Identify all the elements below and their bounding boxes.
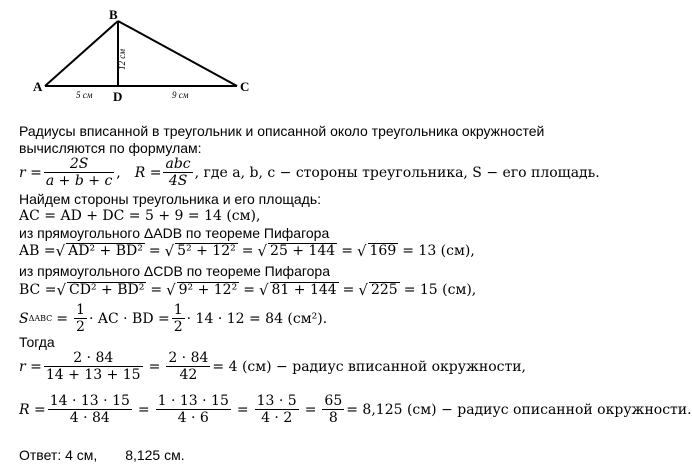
formula-line: r = $\frac{2S}{a + b + c}$ , R = $\frac{\text{abc}}{4S}$ , где a, b, c − стороны треугольника, S − его площадь. (19, 156, 600, 189)
side-bc (118, 21, 237, 86)
ab-radical-3: 25 + 144 (270, 243, 336, 259)
triangle-diagram (0, 0, 600, 110)
intro-line-2: вычисляются по формулам: (19, 140, 202, 156)
bc-radical-2: 9² + 12² (178, 282, 238, 298)
r-fraction-2 (166, 350, 210, 383)
vertex-a: A (33, 79, 43, 94)
bc-equation: BC = √ CD² + BD² = √ 9² + 12² = √ 81 + 144 = √ 225 = 15 (см), (19, 281, 477, 299)
R-denominator-3: 4 · 2 (255, 409, 299, 426)
bc-eq-3: = (342, 282, 355, 298)
answer-first: Ответ: 4 см, (19, 447, 98, 463)
R-numerator-2: 1 · 13 · 15 (157, 393, 229, 409)
dc-label: 9 см (172, 90, 189, 100)
vertex-b: B (109, 7, 118, 22)
find-sides: Найдем стороны треугольника и его площадь: (19, 191, 322, 207)
r-lhs: r = (19, 358, 42, 375)
from-adb: из прямоугольного ΔADB по теореме Пифагора (19, 225, 330, 241)
area-symbol: S (19, 310, 29, 327)
bc-radical-3: 81 + 144 (271, 282, 337, 298)
r-fraction-1 (44, 350, 143, 383)
bc-result: = 15 (см), (403, 282, 477, 298)
ab-result: = 13 (см), (402, 243, 475, 259)
answer-second: 8,125 см. (125, 447, 185, 463)
R-numerator-3: 13 · 5 (256, 393, 297, 409)
half-denominator-1: 2 (76, 319, 85, 335)
vertex-c: C (240, 79, 250, 94)
bc-lhs: BC = (19, 282, 57, 298)
R-eq-2: = (236, 401, 249, 418)
formula-r-numerator: 2S (69, 156, 89, 172)
R-denominator-4: 8 (322, 409, 344, 426)
R-fraction-2 (156, 393, 231, 426)
formula-r-fraction (44, 156, 114, 189)
r-denominator-1: 14 + 13 + 15 (45, 367, 141, 383)
R-eq-1: = (137, 401, 150, 418)
ac-equation: AC = AD + DC = 5 + 9 = 14 (см), (19, 208, 261, 224)
r-result: = 4 (см) − радиус вписанной окружности, (212, 358, 527, 375)
R-fraction-4 (322, 393, 344, 426)
formula-r-lhs: r = (19, 164, 42, 181)
r-numerator-2: 2 · 84 (168, 350, 209, 366)
height-label: 12 см (117, 49, 127, 70)
area-half-fraction-2 (172, 302, 185, 335)
formula-r-denominator: a + b + c (45, 173, 113, 189)
ab-eq-3: = (341, 243, 353, 259)
R-numerator-1: 14 · 13 · 15 (49, 393, 130, 409)
R-fraction-1 (48, 393, 132, 426)
then-label: Тогда (19, 334, 55, 350)
r-numerator-1: 2 · 84 (73, 350, 114, 366)
ab-equation: AB = √ AD² + BD² = √ 5² + 12² = √ 25 + 144 = √ 169 = 13 (см), (19, 242, 475, 260)
formula-R-lhs: R = (134, 164, 162, 181)
R-fraction-3 (255, 393, 299, 426)
bc-eq-1: = (150, 282, 163, 298)
area-eq: = (56, 310, 69, 327)
formula-R-fraction (163, 156, 192, 189)
formula-R-denominator: 4S (163, 172, 192, 189)
ab-radical-4: 169 (369, 243, 397, 259)
r-denominator-2: 42 (166, 366, 210, 383)
area-equation: S ΔABC = $\frac{1}{2}$ · AC · BD = $\frac{1}{2}$ · 14 · 12 = 84 (см²). (19, 302, 328, 335)
R-denominator-1: 4 · 84 (48, 409, 132, 426)
area-end: · 14 · 12 = 84 (см²). (186, 310, 328, 327)
side-ab (45, 21, 118, 86)
ab-eq-1: = (148, 243, 161, 259)
R-result: = 8,125 (см) − радиус описанной окружности. (346, 401, 692, 418)
R-equation (19, 393, 692, 426)
half-numerator-2: 1 (173, 302, 183, 318)
R-eq-3: = (304, 401, 317, 418)
ad-label: 5 см (76, 90, 93, 100)
ab-radical-1: AD² + BD² (68, 243, 143, 259)
formula-R-numerator: abc (165, 156, 191, 172)
ab-lhs: AB = (19, 243, 56, 259)
bc-radical-4: 225 (370, 282, 398, 298)
area-half-fraction-1 (74, 302, 87, 335)
area-middle: · AC · BD = (88, 310, 170, 327)
ab-radical-2: 5² + 12² (177, 243, 236, 259)
bc-eq-2: = (243, 282, 255, 298)
intro-line-1: Радиусы вписанной в треугольник и описанной около треугольника окружностей (19, 123, 545, 139)
ab-eq-2: = (241, 243, 254, 259)
from-cdb: из прямоугольного ΔCDB по теореме Пифагора (19, 263, 331, 279)
bc-radical-1: CD² + BD² (69, 282, 145, 298)
answer (19, 447, 185, 463)
r-eq: = (148, 358, 161, 375)
R-lhs: R = (19, 401, 46, 418)
vertex-d: D (113, 89, 123, 104)
half-numerator-1: 1 (76, 302, 85, 318)
r-equation (19, 350, 526, 383)
R-denominator-2: 4 · 6 (156, 409, 231, 426)
half-denominator-2: 2 (173, 319, 183, 335)
formula-where: , где a, b, c − стороны треугольника, S − его площадь. (194, 164, 600, 181)
R-numerator-4: 65 (324, 393, 343, 409)
